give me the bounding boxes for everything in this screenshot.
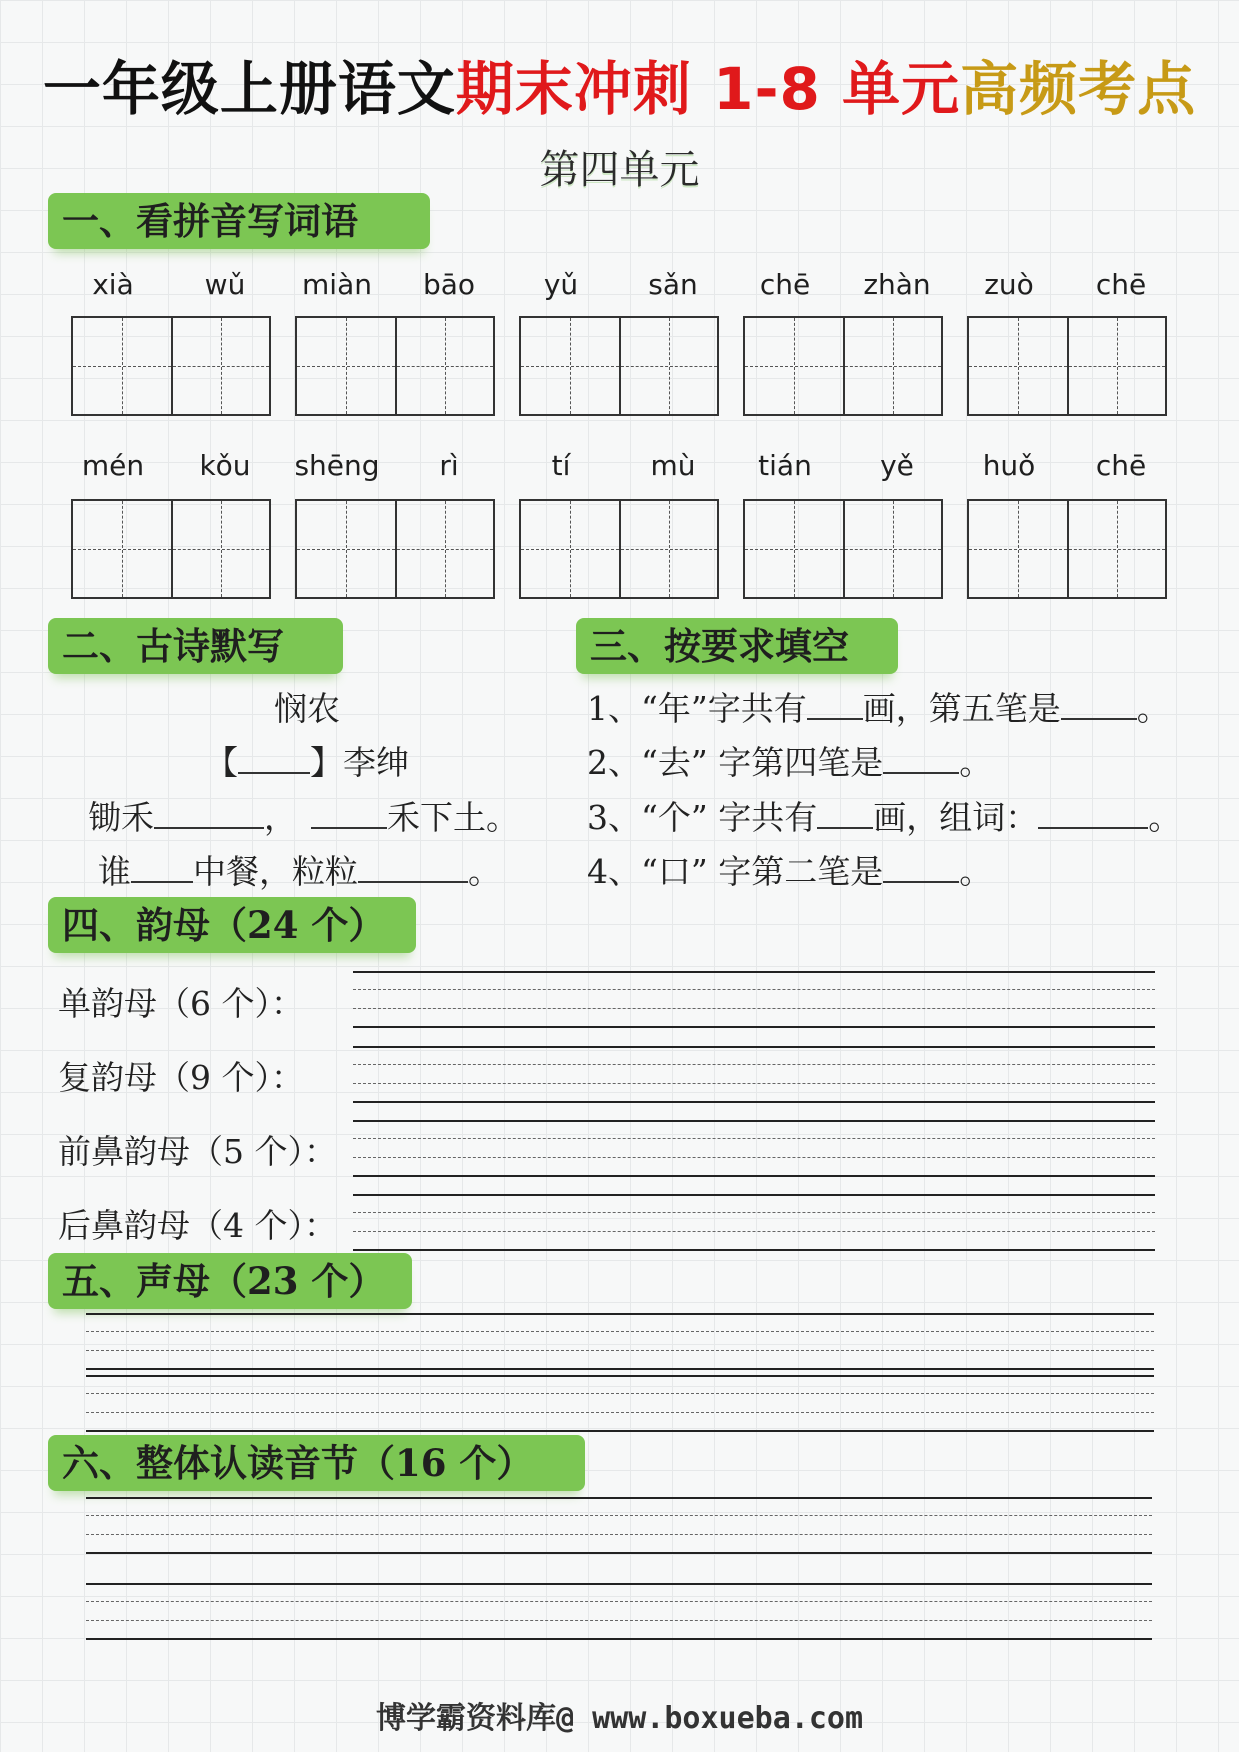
poem-blank[interactable]: [358, 853, 468, 883]
pinyin: bāo: [422, 268, 476, 301]
pinyin: kǒu: [199, 449, 251, 482]
pinyin: chē: [1095, 449, 1147, 482]
poem-line-2: [98, 846, 501, 893]
writing-line[interactable]: [86, 1497, 1152, 1559]
question-3: [587, 792, 1181, 839]
author-dynasty-blank[interactable]: [238, 744, 310, 774]
bracket-close: 】: [310, 743, 343, 782]
section-5-tag: 五、声母（23 个）: [48, 1253, 412, 1309]
writing-grid[interactable]: [967, 499, 1167, 599]
writing-line[interactable]: [86, 1313, 1154, 1375]
question-text: 画，第五笔是: [862, 689, 1061, 728]
pinyin: zhàn: [863, 268, 931, 301]
poem-text: 谁: [98, 852, 131, 891]
pinyin: mén: [81, 449, 145, 482]
section-3-tag: 三、按要求填空: [576, 618, 898, 674]
final-label: 后鼻韵母（4 个）：: [58, 1206, 337, 1245]
pinyin: mù: [650, 449, 696, 482]
poem-text: 锄禾: [88, 798, 154, 837]
question-text: 。: [1148, 798, 1182, 837]
writing-grid[interactable]: [295, 316, 495, 416]
answer-blank[interactable]: [883, 744, 959, 774]
pinyin: sǎn: [648, 268, 698, 301]
final-label: 单韵母（6 个）：: [58, 984, 304, 1023]
section-1-tag: 一、看拼音写词语: [48, 193, 430, 249]
answer-blank[interactable]: [883, 853, 959, 883]
answer-blank[interactable]: [817, 799, 873, 829]
question-2: [587, 737, 992, 784]
title-part-3: 高频考点: [960, 55, 1197, 123]
writing-grid[interactable]: [71, 316, 271, 416]
pinyin: shēng: [294, 449, 380, 482]
question-text: 画，组词：: [873, 798, 1039, 837]
pinyin: huǒ: [982, 449, 1036, 482]
poem-blank[interactable]: [311, 799, 387, 829]
writing-line[interactable]: [86, 1583, 1152, 1645]
poem-text: ，: [264, 798, 297, 837]
poem-line-1: [88, 792, 519, 839]
poem-text: 。: [468, 852, 501, 891]
bracket-open: 【: [205, 743, 238, 782]
poem-title: 悯农: [274, 689, 340, 728]
title-part-2: 期末冲刺 1-8 单元: [455, 55, 961, 123]
pinyin: tián: [758, 449, 812, 482]
title-part-1: 一年级上册语文: [42, 55, 456, 123]
poem-blank[interactable]: [154, 799, 264, 829]
writing-line[interactable]: [353, 1120, 1155, 1182]
poem-author: 李绅: [343, 743, 409, 782]
pinyin: wǔ: [204, 268, 246, 301]
pinyin: miàn: [302, 268, 372, 301]
final-label: 复韵母（9 个）：: [58, 1058, 304, 1097]
question-text: 3、“个” 字共有: [587, 798, 818, 837]
section-2-tag: 二、古诗默写: [48, 618, 343, 674]
question-text: 4、“口” 字第二笔是: [587, 852, 884, 891]
writing-grid[interactable]: [519, 316, 719, 416]
answer-blank[interactable]: [1061, 690, 1137, 720]
writing-line[interactable]: [353, 1194, 1155, 1256]
writing-grid[interactable]: [743, 499, 943, 599]
question-text: 。: [1136, 689, 1170, 728]
pinyin: chē: [1095, 268, 1147, 301]
question-text: 。: [959, 852, 993, 891]
poem-blank[interactable]: [131, 853, 193, 883]
pinyin: zuò: [984, 268, 1034, 301]
poem-text: 中餐，粒粒: [193, 852, 358, 891]
question-text: 1、“年”字共有: [587, 689, 807, 728]
pinyin: xià: [92, 268, 134, 301]
writing-line[interactable]: [353, 1046, 1155, 1108]
writing-line[interactable]: [353, 971, 1155, 1033]
footer-watermark: 博学霸资料库@ www.boxueba.com: [375, 1701, 864, 1736]
answer-blank[interactable]: [1038, 799, 1148, 829]
pinyin: yǔ: [543, 268, 579, 301]
writing-line[interactable]: [86, 1375, 1154, 1437]
unit-subtitle: 第四单元: [539, 147, 700, 193]
question-4: [587, 846, 992, 893]
writing-grid[interactable]: [71, 499, 271, 599]
answer-blank[interactable]: [807, 690, 863, 720]
writing-grid[interactable]: [743, 316, 943, 416]
poem-author-line: [205, 737, 409, 784]
pinyin: rì: [439, 449, 459, 482]
question-text: 2、“去” 字第四笔是: [587, 743, 884, 782]
question-1: [587, 683, 1170, 730]
section-6-tag: 六、整体认读音节（16 个）: [48, 1435, 585, 1491]
pinyin: chē: [759, 268, 811, 301]
writing-grid[interactable]: [519, 499, 719, 599]
final-label: 前鼻韵母（5 个）：: [58, 1132, 337, 1171]
page-title: [0, 42, 1239, 126]
pinyin: yě: [880, 449, 914, 482]
section-4-tag: 四、韵母（24 个）: [48, 897, 416, 953]
writing-grid[interactable]: [967, 316, 1167, 416]
writing-grid[interactable]: [295, 499, 495, 599]
poem-text: 禾下土。: [387, 798, 519, 837]
pinyin: tí: [551, 449, 571, 482]
question-text: 。: [959, 743, 993, 782]
